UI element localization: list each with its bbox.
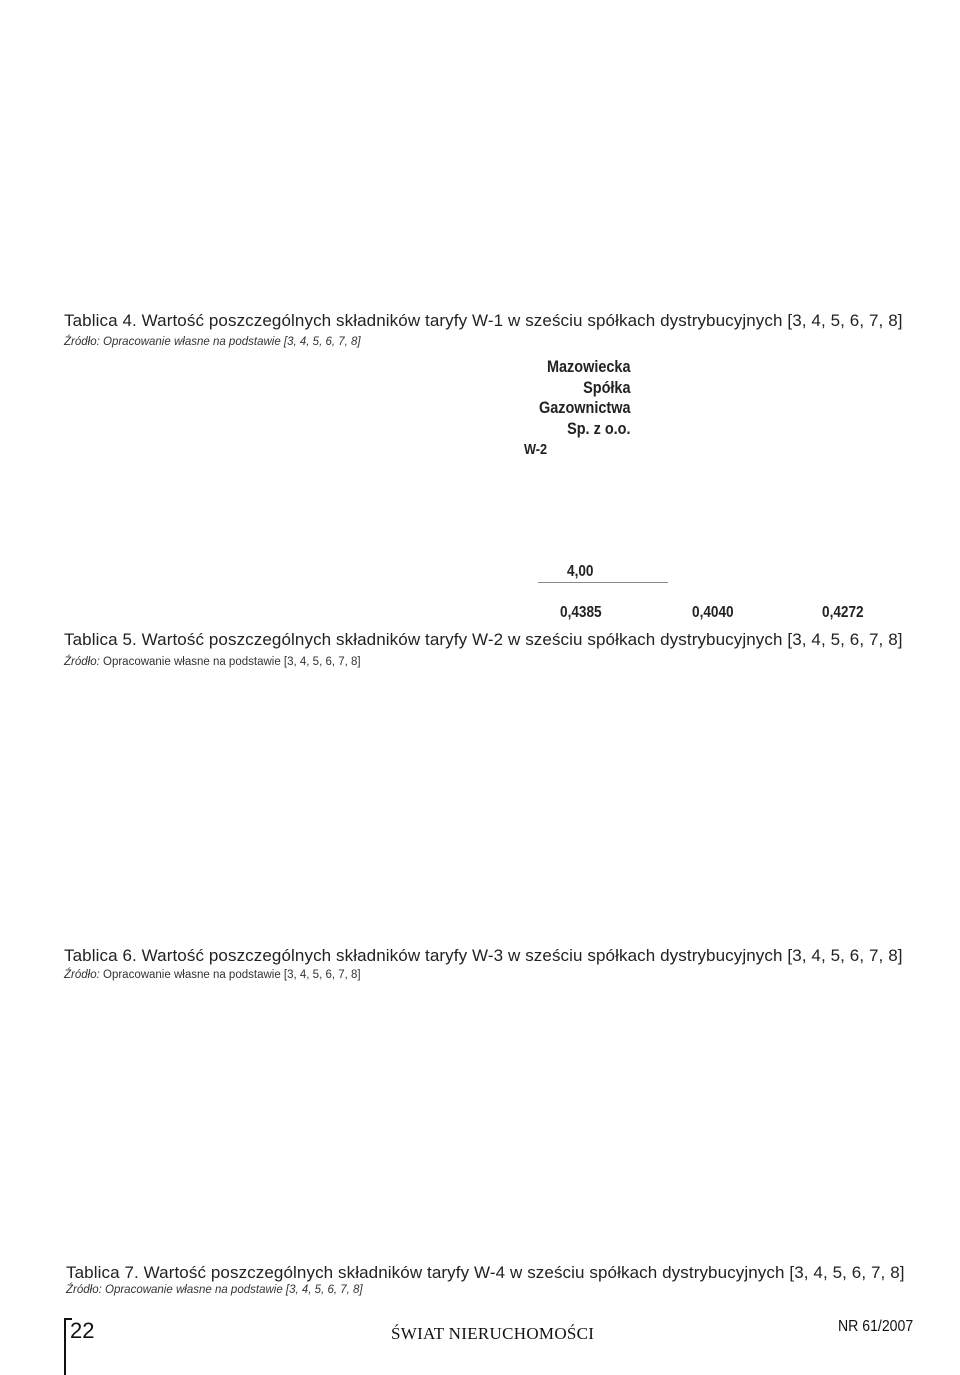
source-text: Opracowanie własne na podstawie [3, 4, 5, 6, 7, 8] [103,656,361,668]
value-top: 4,00 [567,563,594,580]
source-text: Opracowanie własne na podstawie [3, 4, 5, 6, 7, 8] [103,336,361,348]
company-line: Mazowiecka [546,357,631,376]
table-4-source [64,336,361,348]
value-cell: 0,4040 [692,604,734,621]
table-5-source [64,656,361,668]
source-text: Opracowanie własne na podstawie [3, 4, 5, 6, 7, 8] [103,969,361,981]
source-label: Źródło: [66,1284,102,1296]
table-7-source [66,1284,363,1296]
journal-title: ŚWIAT NIERUCHOMOŚCI [391,1324,595,1343]
table-7-caption: Tablica 7. Wartość poszczególnych składników taryfy W-4 w sześciu spółkach dystrybucyjnych [3, 4, 5, 6, 7, 8] [66,1263,905,1282]
divider [538,582,668,583]
company-line: Sp. z o.o. [567,418,631,438]
table-5-caption: Tablica 5. Wartość poszczególnych składników taryfy W-2 w sześciu spółkach dystrybucyjnych [3, 4, 5, 6, 7, 8] [64,630,903,649]
value-cell: 0,4385 [560,604,602,621]
source-label: Źródło: [64,336,100,348]
source-label: Źródło: [64,656,100,668]
table-4-caption: Tablica 4. Wartość poszczególnych składników taryfy W-1 w sześciu spółkach dystrybucyjnych [3, 4, 5, 6, 7, 8] [64,311,903,330]
tariff-label: W-2 [524,441,548,458]
company-name [520,357,631,439]
footer-bar [64,1318,66,1375]
issue-number: NR 61/2007 [838,1318,914,1335]
company-line: Spółka [583,377,631,397]
table-6-source [64,969,361,981]
table-6-caption: Tablica 6. Wartość poszczególnych składników taryfy W-3 w sześciu spółkach dystrybucyjnych [3, 4, 5, 6, 7, 8] [64,946,903,965]
value-cell: 0,4272 [822,604,864,621]
page-number: 22 [70,1318,95,1343]
source-text: Opracowanie własne na podstawie [3, 4, 5, 6, 7, 8] [105,1284,363,1296]
company-line: Gazownictwa [538,398,631,417]
source-label: Źródło: [64,969,100,981]
